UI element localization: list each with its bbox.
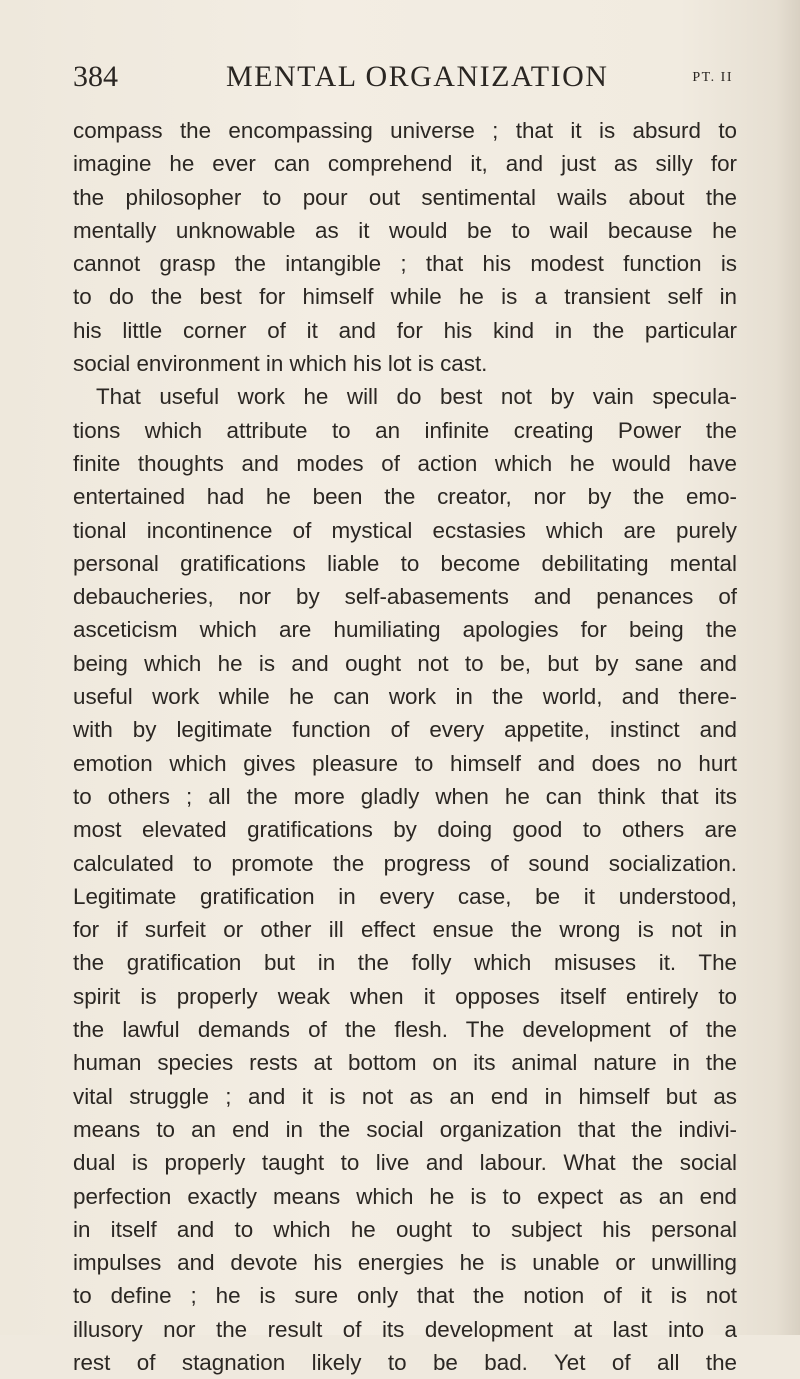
text-line: with by legitimate function of every appetite, instinct and <box>73 717 737 743</box>
text-line: the philosopher to pour out sentimental wails about the <box>73 184 737 210</box>
text-line: imagine he ever can comprehend it, and just as silly for <box>73 151 737 177</box>
text-line: in itself and to which he ought to subject his personal <box>73 1216 737 1242</box>
text-line: entertained had he been the creator, nor by the emo- <box>73 484 737 510</box>
text-line: his little corner of it and for his kind in the particular <box>73 317 737 343</box>
text-line: to do the best for himself while he is a transient self in <box>73 284 737 310</box>
text-line: the lawful demands of the flesh. The development of the <box>73 1017 737 1043</box>
text-line: compass the encompassing universe ; that it is absurd to <box>73 118 737 143</box>
text-line: impulses and devote his energies he is unable or unwilling <box>73 1250 737 1276</box>
text-line: dual is properly taught to live and labour. What the social <box>73 1150 737 1176</box>
text-line: useful work while he can work in the world, and there- <box>73 684 737 710</box>
text-line: perfection exactly means which he is to expect as an end <box>73 1183 737 1209</box>
text-line: emotion which gives pleasure to himself and does no hurt <box>73 750 737 776</box>
text-line: human species rests at bottom on its animal nature in the <box>73 1050 737 1076</box>
text-line: asceticism which are humiliating apologies for being the <box>73 617 737 643</box>
text-line: Legitimate gratification in every case, be it understood, <box>73 883 737 909</box>
text-line: tional incontinence of mystical ecstasies which are purely <box>73 517 737 543</box>
text-line: cannot grasp the intangible ; that his modest function is <box>73 251 737 277</box>
text-line: tions which attribute to an infinite creating Power the <box>73 417 737 443</box>
text-line: the gratification but in the folly which misuses it. The <box>73 950 737 976</box>
part-label: PT. II <box>692 70 733 85</box>
text-line: calculated to promote the progress of sound socialization. <box>73 850 737 876</box>
text-line: to define ; he is sure only that the notion of it is not <box>73 1283 737 1309</box>
text-line: debaucheries, nor by self-abasements and penances of <box>73 584 737 610</box>
text-line: That useful work he will do best not by vain specula- <box>96 384 737 410</box>
text-line: most elevated gratifications by doing good to others are <box>73 817 737 843</box>
text-line: means to an end in the social organization that the indivi- <box>73 1116 737 1142</box>
text-line: mentally unknowable as it would be to wail because he <box>73 217 737 243</box>
body-text <box>73 114 737 1379</box>
text-line: to others ; all the more gladly when he can think that its <box>73 783 737 809</box>
text-line: rest of stagnation likely to be bad. Yet of all the <box>73 1349 737 1375</box>
text-line: social environment in which his lot is cast. <box>73 351 488 377</box>
page-header <box>73 60 733 100</box>
text-line: for if surfeit or other ill effect ensue the wrong is not in <box>73 917 737 943</box>
page-number: 384 <box>73 60 118 93</box>
text-line: personal gratifications liable to become debilitating mental <box>73 550 737 576</box>
text-line: vital struggle ; and it is not as an end in himself but as <box>73 1083 737 1109</box>
text-line: being which he is and ought not to be, but by sane and <box>73 650 737 676</box>
running-title: MENTAL ORGANIZATION <box>226 60 609 93</box>
text-line: finite thoughts and modes of action which he would have <box>73 450 737 476</box>
text-line: illusory nor the result of its development at last into a <box>73 1316 737 1342</box>
text-line: spirit is properly weak when it opposes itself entirely to <box>73 983 737 1009</box>
